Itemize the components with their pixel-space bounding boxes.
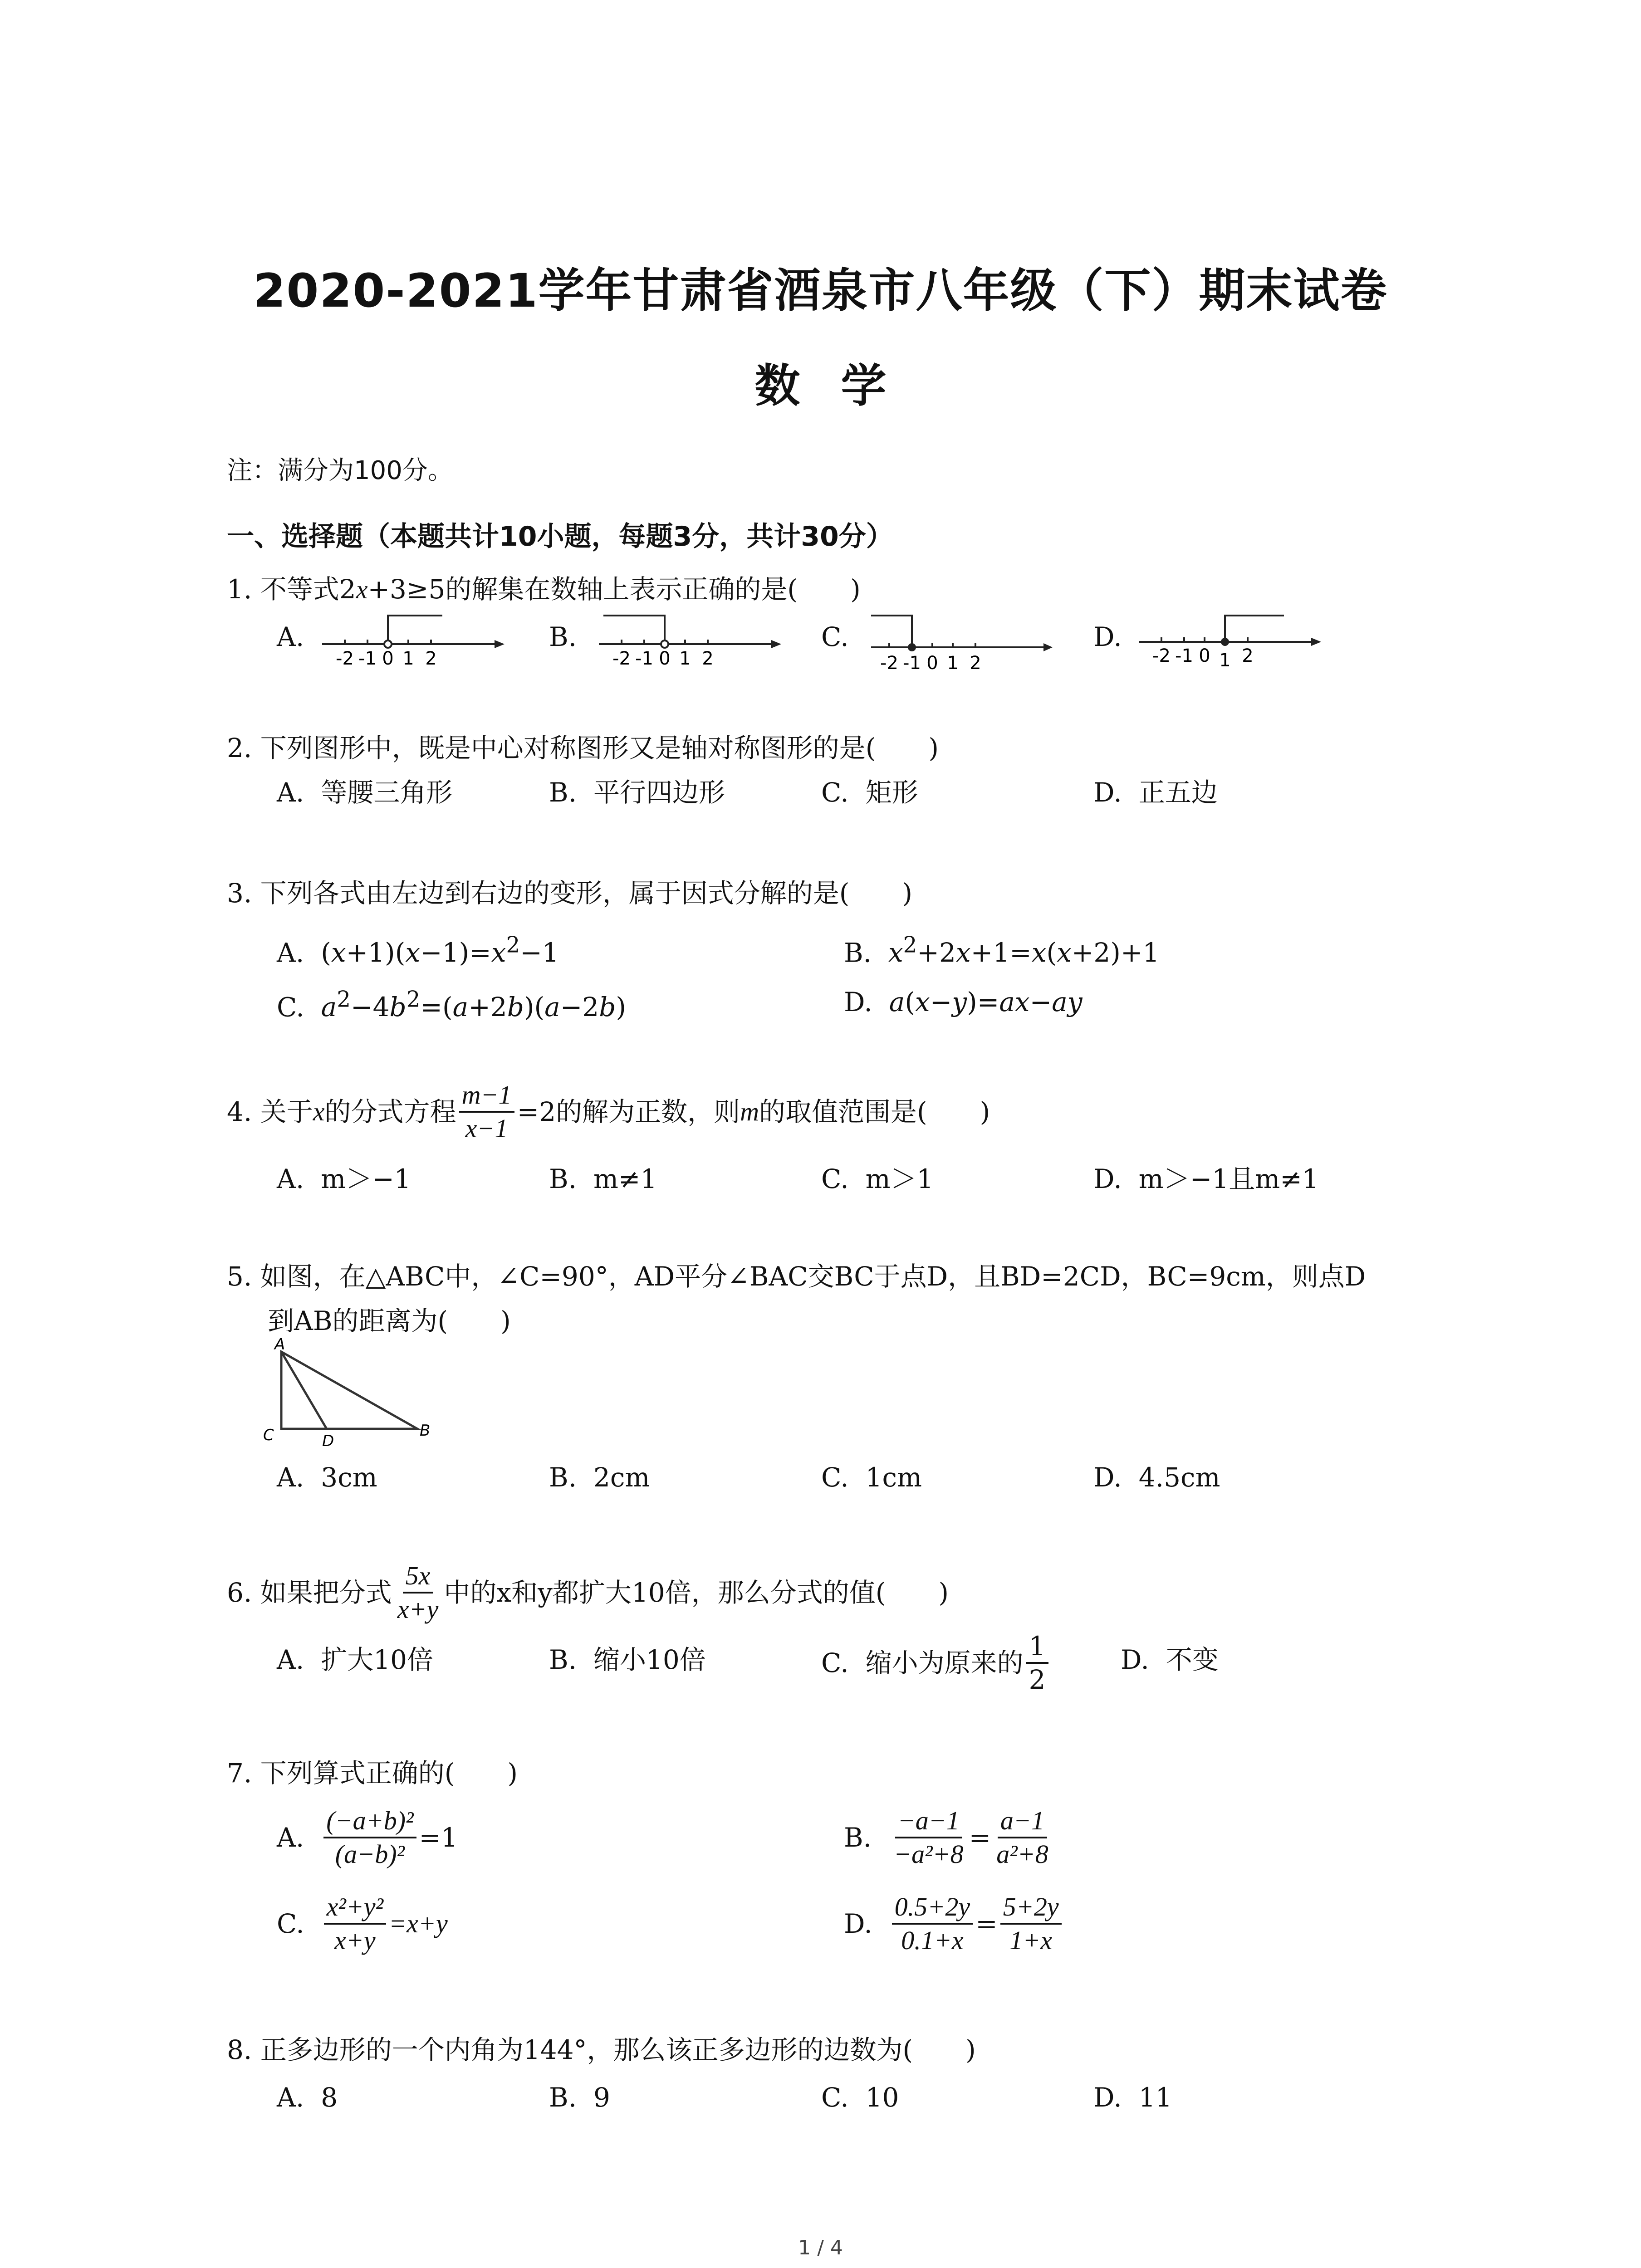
option-c: C. 1cm xyxy=(821,1462,922,1493)
vertex-label-d: D xyxy=(322,1432,334,1447)
option-c: C. $\frac{\text{x²+y²}}{x+y}$ =x+y xyxy=(277,1892,448,1955)
option-c: C. 缩小为原来的 $\frac{1}{2}$ xyxy=(821,1633,1051,1693)
question-text: 如图，在△ABC中，∠C=90°，AD平分∠BAC交BC于点D，且BD=2CD，BC=9cm，则点D xyxy=(260,1261,1366,1292)
option-d: D. 不变 xyxy=(1121,1644,1219,1675)
fraction: $\frac{5+2y}{1+x}$ xyxy=(1000,1894,1062,1954)
question-number: 3. xyxy=(227,878,252,909)
tick-label: -2 xyxy=(1152,645,1171,666)
option-d: D. $\frac{0.5+2y}{0.1+x}$ = $\frac{5+2y}{1+x}$ xyxy=(844,1894,1064,1954)
tick-label: 2 xyxy=(702,648,714,669)
question-5 xyxy=(227,1263,1366,1290)
question-6: 6. 如果把分式 $\frac{5x}{x+y}$ 中的x和y都扩大10倍，那么分式的值( ) xyxy=(227,1561,949,1624)
tick-label: -1 xyxy=(1175,645,1193,666)
option-label-a: A. xyxy=(277,621,304,652)
score-note: 注：满分为100分。 xyxy=(227,456,453,485)
number-line-c xyxy=(862,606,1053,678)
fraction: $\frac{m-1}{x-1}$ xyxy=(459,1082,514,1142)
vertex-label-c: C xyxy=(263,1426,274,1444)
option-d: D. 11 xyxy=(1093,2082,1172,2113)
tick-label: 0 xyxy=(382,648,394,669)
option-b: B. m≠1 xyxy=(549,1163,657,1194)
tick-label: -1 xyxy=(358,648,377,669)
fraction: $\frac{5x}{x+y}$ xyxy=(397,1561,439,1624)
option-d: D. a(x−y)=ax−ay xyxy=(844,987,1083,1017)
question-number: 4. xyxy=(227,1096,252,1127)
question-7 xyxy=(227,1758,518,1789)
option-a: A. 等腰三角形 xyxy=(277,777,453,808)
tick-label: -2 xyxy=(336,648,354,669)
question-number: 8. xyxy=(227,2034,252,2065)
fraction: $\frac{0.5+2y}{0.1+x}$ xyxy=(892,1894,973,1954)
option-b: B. $x^2+2x+1=x(x+2)+1$ xyxy=(844,933,1160,968)
option-label-d: D. xyxy=(1093,621,1122,652)
option-a: A. m＞−1 xyxy=(277,1163,411,1194)
option-c: C. 矩形 xyxy=(821,777,918,808)
fraction: $\frac{a-1}{\text{a²+8}}$ xyxy=(996,1806,1048,1869)
tick-label: 2 xyxy=(970,653,981,674)
tick-label: 1 xyxy=(402,648,414,669)
option-a: A. 8 xyxy=(277,2082,338,2113)
question-number: 7. xyxy=(227,1758,252,1789)
question-number: 6. xyxy=(227,1577,252,1608)
option-b: B. $\frac{-a-1}{\text{−a²+8}}$ = $\frac{a-1}{\text{a²+8}}$ xyxy=(844,1808,1054,1867)
number-line-d xyxy=(1134,606,1325,678)
question-text: +3≥5的解集在数轴上表示正确的是( ) xyxy=(367,574,861,605)
tick-label: -2 xyxy=(612,648,631,669)
question-text: 正多边形的一个内角为144°，那么该正多边形的边数为( ) xyxy=(260,2034,976,2065)
number-line-b xyxy=(594,606,785,678)
option-d: D. m＞−1且m≠1 xyxy=(1093,1163,1319,1194)
question-8 xyxy=(227,2034,976,2065)
tick-label: 2 xyxy=(1242,645,1254,666)
question-text: 下列各式由左边到右边的变形，属于因式分解的是( ) xyxy=(260,878,913,909)
tick-label: 2 xyxy=(425,648,437,669)
fraction: $\frac{1}{2}$ xyxy=(1026,1633,1048,1693)
option-c: C. $a^2-4b^2=(a+2b)(a-2b)$ xyxy=(277,987,626,1023)
question-text-cont: 到AB的距离为( ) xyxy=(268,1305,511,1336)
number-line-a xyxy=(318,606,508,678)
option-a: A. $(x+1)(x-1)=x^2-1$ xyxy=(277,933,559,968)
option-b: B. 平行四边形 xyxy=(549,777,725,808)
option-d: D. 4.5cm xyxy=(1093,1462,1220,1493)
option-label-c: C. xyxy=(821,621,849,652)
fraction: $\frac{\text{(−a+b)²}}{\text{(a−b)²}}$ xyxy=(323,1808,416,1867)
vertex-label-b: B xyxy=(420,1422,431,1440)
page-title: 2020-2021学年甘肃省酒泉市八年级（下）期末试卷 xyxy=(253,264,1388,318)
tick-label: 1 xyxy=(679,648,691,669)
page-number: 1 / 4 xyxy=(798,2236,843,2259)
fraction: $\frac{-a-1}{\text{−a²+8}}$ xyxy=(893,1806,964,1869)
fraction: $\frac{\text{x²+y²}}{x+y}$ xyxy=(324,1894,386,1954)
tick-label: -1 xyxy=(635,648,653,669)
tick-label: 1 xyxy=(1219,650,1231,671)
tick-label: 0 xyxy=(659,648,671,669)
tick-label: -2 xyxy=(880,653,898,674)
question-text: 下列图形中，既是中心对称图形又是轴对称图形的是( ) xyxy=(260,733,939,763)
vertex-label-a: A xyxy=(274,1338,285,1354)
var-x: x xyxy=(356,575,368,604)
triangle-figure xyxy=(254,1338,445,1447)
tick-label: -1 xyxy=(903,653,921,674)
option-b: B. 缩小10倍 xyxy=(549,1644,706,1675)
option-b: B. 2cm xyxy=(549,1462,650,1493)
question-2 xyxy=(227,735,939,761)
question-4: 4. 关于 x 的分式方程 $\frac{m-1}{x-1}$ =2的解为正数，则 m 的取值范围是( ) xyxy=(227,1080,990,1143)
subject-title: 数学 xyxy=(754,359,927,412)
option-a: A. $\frac{\text{(−a+b)²}}{\text{(a−b)²}}$ =1 xyxy=(277,1806,458,1869)
question-number: 2. xyxy=(227,733,252,763)
question-text: 不等式2 xyxy=(260,574,356,605)
question-1 xyxy=(227,576,861,603)
tick-label: 0 xyxy=(926,653,938,674)
question-3 xyxy=(227,878,913,909)
tick-label: 1 xyxy=(947,653,959,674)
option-a: A. 3cm xyxy=(277,1462,377,1493)
option-label-b: B. xyxy=(549,621,577,652)
option-c: C. m＞1 xyxy=(821,1163,934,1194)
option-c: C. 10 xyxy=(821,2082,899,2113)
option-b: B. 9 xyxy=(549,2082,610,2113)
question-number: 5. xyxy=(227,1261,252,1292)
tick-label: 0 xyxy=(1199,645,1210,666)
question-number: 1. xyxy=(227,574,252,605)
option-d: D. 正五边 xyxy=(1093,777,1218,808)
section-heading: 一、选择题（本题共计10小题，每题3分，共计30分） xyxy=(227,521,893,552)
question-text: 下列算式正确的( ) xyxy=(260,1758,518,1789)
option-a: A. 扩大10倍 xyxy=(277,1644,434,1675)
